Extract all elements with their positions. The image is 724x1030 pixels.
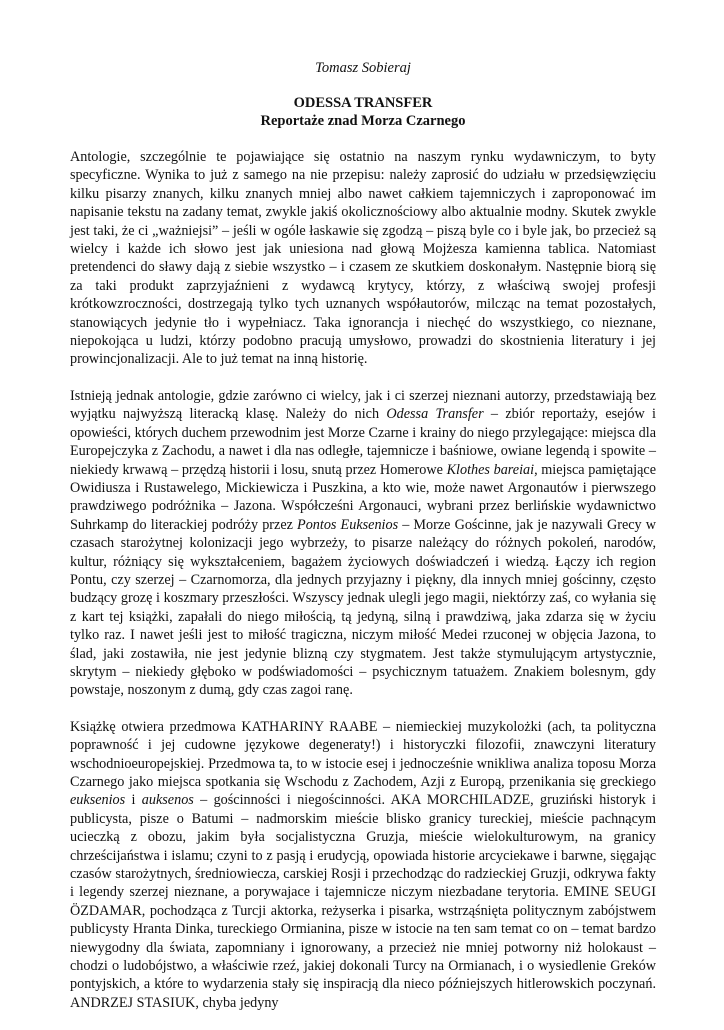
paragraph bbox=[70, 718, 656, 1013]
paragraph-text: – gościnności i niegościnności. AKA MORCHILADZE, gruziński historyk i publicysta, pisze o Batumi – nadmorskim mieście blisko granicy tureckiej, mieście pachnącym ucieczką z obozu, jakim była socjalistyczna Gruzja, mieście wielokulturowym, na granicy chrześcijaństwa i islamu; czyni to z pasją i erudycją, opowiada historie arcyciekawe i barwne, sięgając czasów starożytnych, średniowiecza, carskiej Rosji i przechodząc do radzieckiej Gruzji, odkrywa fakty i legendy szerzej nieznane, a porywajace i tajemnicze niczym niezbadane terytoria. EMINE SEUGI ÖZDAMAR, pochodząca z Turcji aktorka, reżyserka i pisarka, wstrząśnięta politycznym zabójstwem publicysty Hranta Dinka, tureckiego Ormianina, pisze w istocie na ten sam temat co on – temat bardzo niewygodny dla świata, zapomniany i ignorowany, a przecież nie mniej potworny niż holokaust – chodzi o ludobójstwo, a właściwie rzeź, jakiej dokonali Turcy na Ormianach, i o wysiedlenie Greków pontyjskich, a które to wydarzenia stały się inspiracją dla nieco późniejszych hitlerowskich poczynań. ANDRZEJ STASIUK, chyba jedyny bbox=[70, 792, 656, 1011]
author-name: Tomasz Sobieraj bbox=[315, 60, 411, 76]
italic-title-text: Klothes bareiai bbox=[446, 461, 535, 478]
italic-title-text: Pontos Euksenios bbox=[297, 516, 399, 533]
paragraph-text: Istnieją jednak antologie, gdzie zarówno ci wielcy, jak i ci szerzej nieznani autorzy, przedstawiają bez wyjątku najwyższą literacką klasę. Należy do nich bbox=[70, 387, 656, 423]
paragraph-text: – zbiór reportaży, esejów i opowieści, których duchem przewodnim jest Morze Czarne i krainy do niego przylegające: miejsca dla Europejczyka z Zachodu, a nawet i dla nas odległe, tajemnicze i baśniowe, owiane legendą i spowite – niekiedy krwawą – przędzą historii i losu, snutą przez Homerowe bbox=[70, 406, 656, 478]
document-page bbox=[70, 58, 656, 1030]
document-subtitle: Reportaże znad Morza Czarnego bbox=[260, 113, 466, 129]
italic-title-text: euksenios bbox=[70, 792, 126, 809]
italic-title-text: Odessa Transfer bbox=[386, 406, 484, 423]
paragraph-text: i bbox=[125, 792, 142, 809]
document-title: ODESSA TRANSFER bbox=[293, 95, 433, 111]
paragraph bbox=[70, 387, 656, 700]
paragraph-text: Książkę otwiera przedmowa KATHARINY RAABE – niemieckiej muzykolożki (ach, ta polityczna poprawność i jej cudowne językowe degeneraty!) i historyczki filozofii, znawczyni literatury wschodnioeuropejskiej. Przedmowa ta, to w istocie esej i jednocześnie wnikliwa analiza toposu Morza Czarnego jako miejsca spotkania się Wschodu z Zachodem, Azji z Europą, przenikania się greckiego bbox=[70, 718, 656, 790]
paragraph bbox=[70, 148, 656, 369]
italic-title-text: auksenos bbox=[141, 792, 194, 809]
paragraph-text: – Morze Gościnne, jak je nazywali Grecy w czasach starożytnej kolonizacji jego wybrzeży, to pisarze należący do różnych pokoleń, narodów, kultur, różniący się wykształceniem, bagażem życiowych doświadczeń i wiedzą. Łączy ich region Pontu, czy szerzej – Czarnomorza, dla jednych przyjazny i piękny, dla innych mniej gościnny, często budzący grozę i koszmary przeszłości. Wszyscy jednak ulegli jego magii, niektórzy zaś, co wyłania się z kart tej książki, zapałali do niego miłością, tą jedyną, silną i prawdziwą, jaka zdarza się w życiu tylko raz. I nawet jeśli jest to miłość tragiczna, niczym miłość Medei rzuconej w objęcia Jazona, to ślad, jaki zostawiła, nie jest jedynie blizną czy stygmatem. Jest także stymulującym artystycznie, skrytym – niekiedy głęboko w podświadomości – psychicznym tatuażem. Znakiem bolesnym, gdy powstaje, noszonym z dumą, gdy czas zagoi ranę. bbox=[70, 516, 656, 699]
body-text bbox=[70, 148, 656, 1012]
paragraph-text: Antologie, szczególnie te pojawiające się ostatnio na naszym rynku wydawniczym, to byty specyficzne. Wynika to już z samego na nie przepisu: należy zaprosić do udziału w przedsięwzięciu kilku pisarzy znanych, kilku znanych mniej albo nawet całkiem tajemniczych i zaproponować im napisanie tekstu na zadany temat, zwykle jakiś okolicznościowy albo aktualnie modny. Skutek zwykle jest taki, że ci „ważniejsi” – jeśli w ogóle łaskawie się zgodzą – piszą byle co i byle jak, bo przecież są wielcy i każde ich słowo jest jak uniesiona nad głową Mojżesza kamienna tablica. Natomiast pretendenci do sławy dają z siebie wszystko – i czasem ze skutkiem doskonałym. Następnie biorą się za taki produkt zaprzyjaźnieni z wydawcą krytycy, którzy, z właściwą swojej profesji krótkowzroczności, dostrzegają tylko tych uznanych współautorów, milcząc na temat pozostałych, stanowiących jedynie tło i wypełniacz. Taka ignorancja i niechęć do wszystkiego, co nieznane, niepokojąca u ludzi, którzy podobno pracują umysłowo, prowadzi do skostnienia literatury i jej prowincjonalizacji. Ale to już temat na inną historię. bbox=[70, 149, 656, 368]
paragraph-text: , miejsca pamiętające Owidiusza i Rustawelego, Mickiewicza i Puszkina, a kto wie, może nawet Argonautów i pierwszego prawdziwego podróżnika – Jazona. Współcześni Argonauci, wybrani przez berlińskie wydawnictwo Suhrkamp do literackiej podróży przez bbox=[70, 461, 656, 533]
